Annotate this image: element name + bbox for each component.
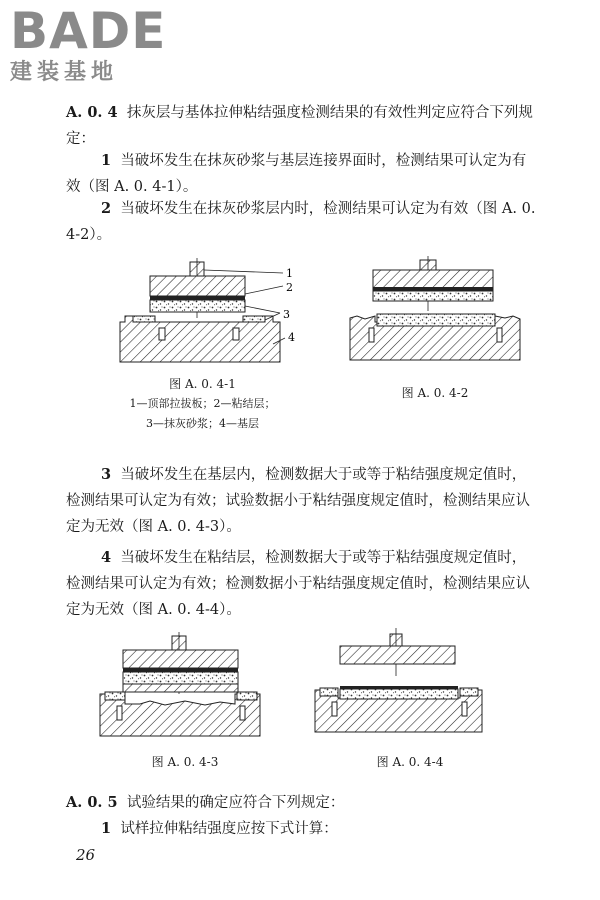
figure-a04-1-caption-block: [110, 374, 295, 434]
clause-number: A. 0. 5: [66, 794, 118, 811]
figure-a04-2: [345, 256, 525, 368]
figure-label-3: 3: [283, 308, 290, 321]
bade-logo: [10, 4, 180, 90]
clause-a04-item-1: [66, 148, 536, 200]
item-text: 试样拉伸粘结强度应按下式计算：: [120, 821, 338, 837]
clause-a04-intro: [66, 100, 536, 152]
figure-a04-4: [310, 628, 495, 740]
clause-a04-item-3: [66, 462, 536, 540]
figure-caption: 图 A. 0. 4-1: [169, 377, 236, 391]
figure-label-4: 4: [288, 331, 295, 344]
item-text: 当破坏发生在粘结层，检测数据大于或等于粘结强度规定值时，检测结果可认定为有效；检测数据小于粘结强度规定值时，检测结果应认定为无效（图 A. 0. 4-4）。: [66, 550, 530, 618]
item-number: 1: [101, 152, 112, 169]
item-number: 1: [101, 820, 112, 837]
clause-a04-item-4: [66, 545, 536, 623]
figure-a04-1: [115, 258, 305, 370]
clause-a05-intro: [66, 790, 536, 816]
figure-a04-4-caption: 图 A. 0. 4-4: [376, 755, 444, 769]
clause-text: 抹灰层与基体拉伸粘结强度检测结果的有效性判定应符合下列规定：: [66, 105, 533, 147]
figure-a04-3: [95, 632, 275, 742]
figure-a04-3-caption: 图 A. 0. 4-3: [151, 755, 219, 769]
item-text: 当破坏发生在抹灰砂浆层内时，检测结果可认定为有效（图 A. 0. 4-2）。: [66, 201, 536, 243]
figure-label-1: 1: [286, 267, 293, 280]
clause-text: 试验结果的确定应符合下列规定：: [126, 795, 345, 811]
figure-legend-line-1: 1—顶部拉拔板；2—粘结层；: [129, 397, 276, 410]
logo-wordmark: BADE: [10, 2, 167, 60]
clause-number: A. 0. 4: [66, 104, 118, 121]
clause-a05-item-1: [66, 816, 536, 842]
item-text: 当破坏发生在抹灰砂浆与基层连接界面时，检测结果可认定为有效（图 A. 0. 4-1）。: [66, 153, 527, 195]
figure-a04-2-caption: 图 A. 0. 4-2: [401, 386, 469, 400]
figure-legend-line-2: 3—抹灰砂浆；4—基层: [146, 417, 259, 430]
logo-subtitle: 建装基地: [10, 60, 119, 85]
page-number: 26: [76, 846, 96, 864]
clause-a04-item-2: [66, 196, 536, 248]
item-number: 3: [101, 466, 112, 483]
item-text: 当破坏发生在基层内，检测数据大于或等于粘结强度规定值时，检测结果可认定为有效；试验数据小于粘结强度规定值时，检测结果应认定为无效（图 A. 0. 4-3）。: [66, 467, 530, 535]
item-number: 2: [101, 200, 112, 217]
figure-label-2: 2: [286, 281, 293, 294]
item-number: 4: [101, 549, 112, 566]
